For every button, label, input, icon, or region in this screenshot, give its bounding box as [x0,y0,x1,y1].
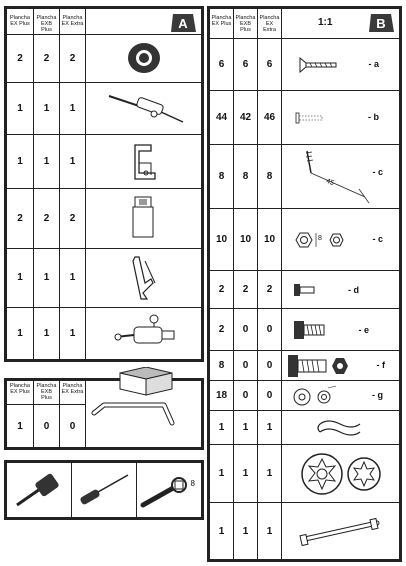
qty-cell: 1 [7,82,34,134]
qty-cell: 0 [234,309,258,351]
part-suffix: - e [358,325,369,335]
scale-label: 1:1 [318,17,333,28]
foot-cap-icon [86,189,202,248]
qty-cell: 1 [34,307,60,359]
qty-cell: 1 [258,445,282,503]
header-ex-extra: Plancha EX Extra [60,9,86,35]
qty-cell: 42 [234,91,258,145]
hex-nut-icon [282,209,400,271]
qty-cell: 2 [60,35,86,83]
countersunk-screw-icon [282,39,400,91]
qty-cell: 6 [210,39,234,91]
gas-igniter-icon [86,82,202,134]
bracket-clip-icon [86,134,202,189]
part-suffix: - a [368,59,379,69]
qty-cell: 0 [234,381,258,411]
qty-cell: 8 [258,145,282,209]
qty-cell: 2 [210,271,234,309]
svg-text:A: A [178,16,188,31]
qty-cell: 2 [34,35,60,83]
qty-cell: 6 [234,39,258,91]
wrench-size-label: 8 [190,479,195,488]
qty-cell: 8 [210,351,234,381]
header-ex-extra: Plancha EX Extra [258,9,282,39]
qty-cell: 1 [210,503,234,560]
qty-cell: 1 [60,248,86,307]
qty-cell: 1 [60,82,86,134]
qty-cell: 10 [258,209,282,271]
qty-cell: 10 [210,209,234,271]
svg-text:B: B [376,16,386,31]
nut-dimension: 8 [318,235,322,242]
qty-cell: 0 [258,381,282,411]
qty-cell: 1 [7,248,34,307]
qty-cell: 0 [234,351,258,381]
qty-cell: 1 [234,503,258,560]
panel-a-badge-cell [86,9,202,35]
header-ex-plus: Plancha EX Plus [7,381,34,405]
qty-cell: 1 [60,134,86,189]
panel-a [4,6,204,362]
short-bolt-icon [282,271,400,309]
header-exb-plus: Plancha EXB Plus [34,381,60,405]
qty-cell: 1 [34,134,60,189]
lever-hook-icon [86,248,202,307]
qty-cell: 1 [234,411,258,445]
length-dimension: 45 [324,177,335,188]
qty-cell: 1 [7,134,34,189]
qty-cell: 1 [60,307,86,359]
gas-valve-icon [86,307,202,359]
qty-cell: 2 [210,309,234,351]
part-suffix: - c [372,167,383,177]
panel-b [207,6,402,562]
qty-cell: 0 [258,351,282,381]
qty-cell: 8 [210,145,234,209]
qty-cell: 1 [34,82,60,134]
header-ex-extra: Plancha EX Extra [60,381,86,405]
badge-b [367,12,395,34]
qty-cell: 2 [7,35,34,83]
star-lock-washer-icon [282,445,400,503]
panel-tools [4,460,204,520]
part-suffix: - g [372,390,383,400]
header-exb-plus: Plancha EXB Plus [234,9,258,39]
panel-handle [4,378,204,450]
panel-b-badge-cell [282,9,400,39]
badge-a [169,12,197,34]
screwdriver-icon [72,463,137,518]
small-screw-icon [282,91,400,145]
qty-cell: 1 [258,503,282,560]
bolt-e-icon [282,309,400,351]
qty-cell: 0 [258,309,282,351]
part-suffix: - c [372,234,383,244]
mallet-icon [7,463,72,518]
handle-cell [86,381,202,448]
qty-cell: 1 [7,405,34,448]
wrench-icon [137,463,202,518]
qty-cell: 2 [258,271,282,309]
qty-cell: 10 [234,209,258,271]
qty-cell: 18 [210,381,234,411]
spring-clip-icon [282,411,400,445]
qty-cell: 2 [234,271,258,309]
qty-cell: 44 [210,91,234,145]
bolt-nut-icon [282,351,400,381]
header-exb-plus: Plancha EXB Plus [34,9,60,35]
qty-cell: 1 [210,411,234,445]
header-ex-plus: Plancha EX Plus [210,9,234,39]
qty-cell: 6 [258,39,282,91]
qty-cell: 2 [34,189,60,248]
axle-pin-icon [282,503,400,560]
qty-cell: 2 [60,189,86,248]
tape-roll-icon [86,35,202,83]
part-suffix: - f [376,360,385,370]
qty-cell: 1 [7,307,34,359]
qty-cell: 1 [258,411,282,445]
qty-cell: 1 [34,248,60,307]
qty-cell: 1 [210,445,234,503]
qty-cell: 2 [7,189,34,248]
washer-icon [282,381,400,411]
part-suffix: - b [368,112,379,122]
qty-cell: 0 [60,405,86,448]
qty-cell: 46 [258,91,282,145]
header-ex-plus: Plancha EX Plus [7,9,34,35]
part-suffix: - d [348,285,359,295]
long-screw-icon [282,145,400,209]
qty-cell: 1 [234,445,258,503]
qty-cell: 8 [234,145,258,209]
qty-cell: 0 [34,405,60,448]
